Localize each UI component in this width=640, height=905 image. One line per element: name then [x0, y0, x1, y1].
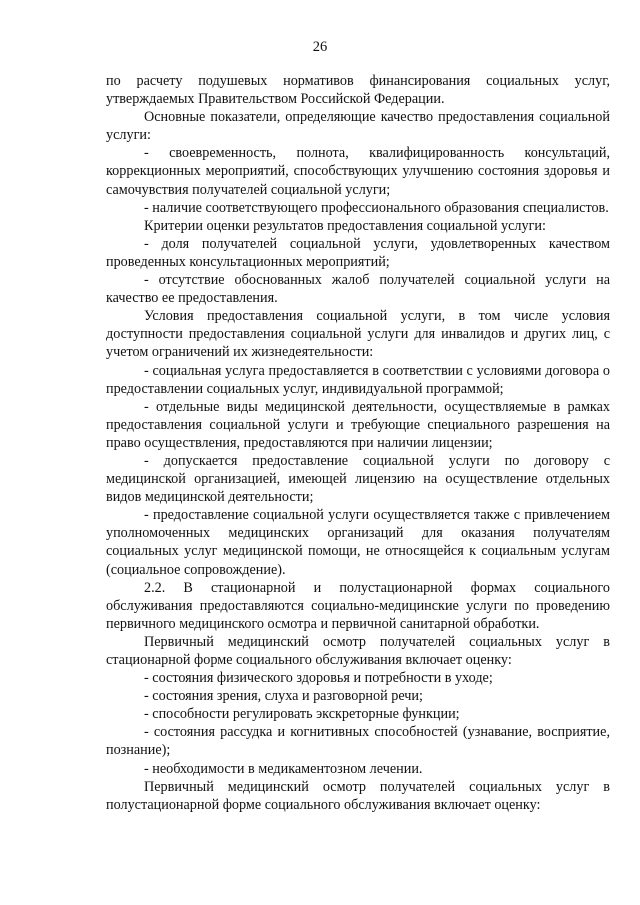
list-item-contract: - социальная услуга предоставляется в соответствии с условиями договора о предоставлении социальных услуг, индивидуальной программой; [106, 362, 610, 397]
paragraph-semi-inpatient-examination: Первичный медицинский осмотр получателей социальных услуг в полустационарной форме социального обслуживания включает оценку: [106, 778, 610, 813]
paragraph-quality-indicators: Основные показатели, определяющие качество предоставления социальной услуги: [106, 109, 610, 144]
list-item-medical-organization: - допускается предоставление социальной услуги по договору с медицинской организацией, имеющей лицензию на осуществление отдельных видов медицинской деятельности; [106, 452, 610, 506]
page-number: 26 [312, 39, 328, 55]
paragraph-conditions: Условия предоставления социальной услуги, в том числе условия доступности предоставления социальной услуги для инвалидов и других лиц, с учетом ограничений их жизнедеятельности: [106, 308, 610, 361]
list-item-satisfied-share: - доля получателей социальной услуги, удовлетворенных качеством проведенных консультационных мероприятий; [106, 235, 610, 270]
paragraph-evaluation-criteria: Критерии оценки результатов предоставления социальной услуги: [144, 217, 546, 234]
paragraph-inpatient-examination: Первичный медицинский осмотр получателей социальных услуг в стационарной форме социального обслуживания включает оценку: [106, 633, 610, 668]
list-item-physical-health: - состояния физического здоровья и потребности в уходе; [144, 670, 493, 687]
paragraph-funding-continuation: по расчету подушевых нормативов финансирования социальных услуг, утверждаемых Правительством Российской Федерации. [106, 73, 610, 108]
list-item-excretory: - способности регулировать экскреторные функции; [144, 706, 460, 723]
list-item-vision-hearing: - состояния зрения, слуха и разговорной речи; [144, 688, 423, 705]
list-item-license: - отдельные виды медицинской деятельности, осуществляемые в рамках предоставления социальной услуги и требующие специального разрешения на право осуществления, предоставляются при наличии лицензии; [106, 398, 610, 451]
list-item-medication: - необходимости в медикаментозном лечении. [144, 760, 423, 777]
list-item-cognitive: - состояния рассудка и когнитивных способностей (узнавание, восприятие, познание); [106, 724, 610, 759]
list-item-education: - наличие соответствующего профессионального образования специалистов. [144, 199, 609, 216]
paragraph-section-2-2: 2.2. В стационарной и полустационарной формах социального обслуживания предоставляются социально-медицинские услуги по проведению первичного медицинского осмотра и первичной санитарной обработки. [106, 579, 610, 632]
list-item-timeliness: - своевременность, полнота, квалифицированность консультаций, коррекционных мероприятий, способствующих улучшению состояния здоровья и самочувствия получателей социальной услуги; [106, 145, 610, 198]
document-body [106, 72, 610, 814]
list-item-no-complaints: - отсутствие обоснованных жалоб получателей социальной услуги на качество ее предоставления. [106, 272, 610, 307]
list-item-authorized-organizations: - предоставление социальной услуги осуществляется также с привлечением уполномоченных медицинских организаций для оказания получателям социальных услуг медицинской помощи, не относящейся к социальным услугам (социальное сопровождение). [106, 507, 610, 578]
